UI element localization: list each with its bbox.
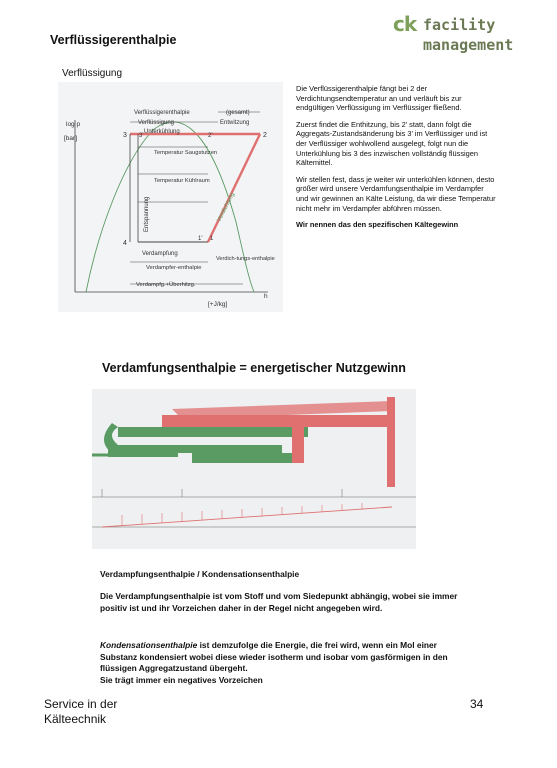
label-entwitzung: Entwitzung [220,120,250,126]
label-verdichtung: Verdichtung [216,191,237,223]
logo-line2: management [423,36,514,54]
section1-paragraph-1: Die Verflüssigerenthalpie fängt bei 2 der Verdichtungsendtemperatur an und verläuft bis zur endgültigen Verflüssigung im Verflüssiger fließend. [296,84,462,113]
label-verdampfer-enthalpie: Verdampfer-enthalpie [146,265,202,271]
point-1: 1 [210,236,214,242]
label-temp-kuehl: Temperatur Kühlraum [154,178,210,184]
x-axis-symbol: h [264,293,268,300]
section2-paragraph-1: Die Verdampfungsenthalpie ist vom Stoff und vom Siedepunkt abhängig, wobei sie immer positiv ist und ihr Vorzeichen daher in der Regel nicht angegeben wird. [100,591,458,613]
label-verdampfung: Verdampfung [142,251,178,257]
logph-diagram [58,82,283,312]
logo-mark: ck [393,12,417,36]
section1-bold-note: Wir nennen das den spezifischen Kältegewinn [296,220,459,230]
section1-paragraph-2: Zuerst findet die Enthitzung, bis 2' statt, dann folgt die Aggregats-Zustandsänderung bis 3' im Verflüssiger und ist der Verflüssiger wohlwollend ausgelegt, folgt nun die Unterkühlung bis 3 des inzwischen vollständig flüssigen Kältemittel. [296,119,488,168]
logph-diagram-svg [58,82,283,312]
section1-paragraph-3: Wir stellen fest, dass je weiter wir unterkühlen können, desto größer wird unsere Verdamfungsenthalpie im Verdampfer und wir gewinnen an Kälte Leistung, da wir diese Temperatur nicht mehr im Verdampfer abführen müssen. [296,174,496,213]
point-1-prime: 1' [198,236,203,242]
label-gesamt: (gesamt) [226,110,250,116]
page-title: Verflüssigerenthalpie [50,33,177,47]
section-subtitle: Verflüssigung [62,68,123,79]
footer-line1: Service in der [44,697,118,711]
label-verdampfung-ueberhitzung: Verdampfg.+Überhitzg. [136,282,196,288]
label-verfluessigerenthalpie: Verflüssigerenthalpie [134,110,190,116]
page-number: 34 [470,697,484,711]
label-unterkuehlung: Unterkühlung [144,129,180,135]
point-2: 2 [263,132,267,139]
y-axis-label: log p [66,121,81,128]
section2-heading: Verdamfungsenthalpie = energetischer Nutzgewinn [102,361,406,375]
y-axis-unit: [bar] [64,135,78,142]
enthalpy-flow-diagram [92,389,416,549]
point-3: 3 [123,132,127,139]
section2-paragraph-2-last: Sie trägt immer ein negatives Vorzeichen [100,674,263,685]
label-verdichtungs-enthalpie: Verdich-tungs-enthalpie [216,256,275,262]
point-4: 4 [123,240,127,247]
logo-line1: facility [423,16,496,34]
label-verfluessigung: Verflüssigung [138,120,175,126]
footer-line2: Kälteechnik [44,712,107,726]
label-entspannung: Entspannung [144,196,150,232]
point-2-prime: 2' [208,133,213,139]
section2-paragraph-2-rest: ist demzufolge die Energie, die frei wird, wenn ein Mol einer Substanz kondensiert wobei diese wieder isotherm und isobar vom gasförmigen in den flüssigen Aggregatzustand übergeht. [100,640,448,674]
section1-text [296,84,496,237]
footer-left [44,697,117,727]
x-axis-unit: [+J/kg] [208,301,228,308]
company-logo [393,12,514,62]
section2-caption: Verdampfungsenthalpie / Kondensationsenthalpie [100,569,300,579]
enthalpy-flow-svg [92,389,416,549]
term-kondensationsenthalpie: Kondensationsenthalpie [100,640,198,650]
point-3-prime: 3' [139,133,144,139]
section2-paragraph-2 [100,640,470,686]
label-temp-saug: Temperatur Saugstutzen [154,150,218,156]
